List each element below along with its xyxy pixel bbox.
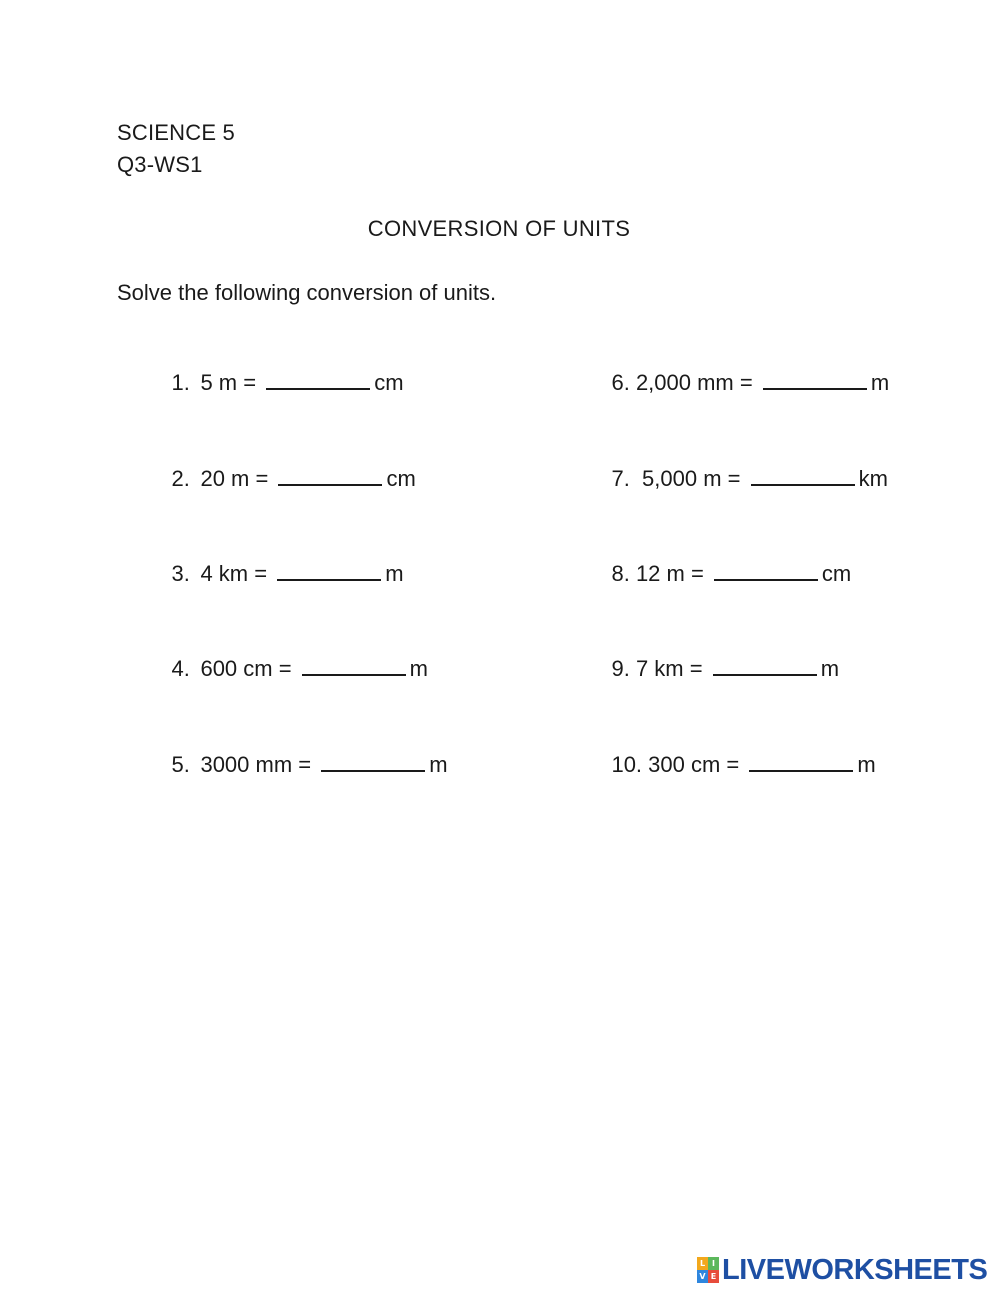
question-expression: 3000 mm = [200,752,318,777]
question-expression: 7 km = [635,656,709,681]
answer-unit: m [429,752,448,777]
question-expression: 5 m = [200,370,263,395]
question-number: 3. [171,561,190,586]
answer-blank[interactable] [321,752,425,772]
worksheet-code: Q3-WS1 [117,152,203,177]
question-number: 6. [611,370,630,395]
instructions: Solve the following conversion of units. [117,280,497,305]
answer-blank[interactable] [266,370,370,390]
question-7 [587,440,888,518]
answer-unit: cm [821,561,852,586]
question-expression: 20 m = [200,466,275,491]
answer-blank[interactable] [763,370,867,390]
logo-letter: I [708,1257,719,1270]
question-2 [147,440,416,518]
question-number: 5. [171,752,190,777]
question-number: 7. [611,466,630,491]
worksheet-title: CONVERSION OF UNITS [367,216,631,241]
question-10 [587,726,876,804]
question-expression: 2,000 mm = [635,370,759,395]
question-number: 2. [171,466,190,491]
answer-blank[interactable] [714,561,818,581]
question-4 [147,630,428,708]
question-6 [587,344,889,422]
answer-blank[interactable] [302,656,406,676]
question-number: 9. [611,656,630,681]
logo-letter: V [697,1270,708,1283]
logo-text: LIVEWORKSHEETS [722,1253,988,1286]
subject-label: SCIENCE 5 [117,120,235,145]
answer-unit: cm [374,370,404,395]
answer-unit: m [385,561,404,586]
question-expression: 300 cm = [648,752,746,777]
answer-unit: cm [386,466,416,491]
question-number: 8. [611,561,630,586]
answer-unit: m [820,656,840,681]
answer-unit: m [870,370,890,395]
question-expression: 600 cm = [200,656,298,681]
question-5 [147,726,448,804]
answer-unit: km [858,466,888,491]
question-number: 1. [171,370,190,395]
answer-blank[interactable] [751,466,855,486]
logo-letter: E [708,1270,719,1283]
question-8 [587,535,851,613]
answer-blank[interactable] [277,561,381,581]
question-number: 4. [171,656,190,681]
question-expression: 12 m = [635,561,710,586]
question-9 [587,630,839,708]
answer-blank[interactable] [749,752,853,772]
liveworksheets-logo [697,1255,987,1285]
question-1 [147,344,404,422]
answer-blank[interactable] [278,466,382,486]
answer-unit: m [409,656,428,681]
question-number: 10. [611,752,643,777]
logo-letter: L [697,1257,708,1270]
question-3 [147,535,404,613]
question-expression: 4 km = [200,561,274,586]
question-expression: 5,000 m = [642,466,747,491]
logo-icon [697,1257,719,1283]
answer-blank[interactable] [713,656,817,676]
answer-unit: m [857,752,876,777]
